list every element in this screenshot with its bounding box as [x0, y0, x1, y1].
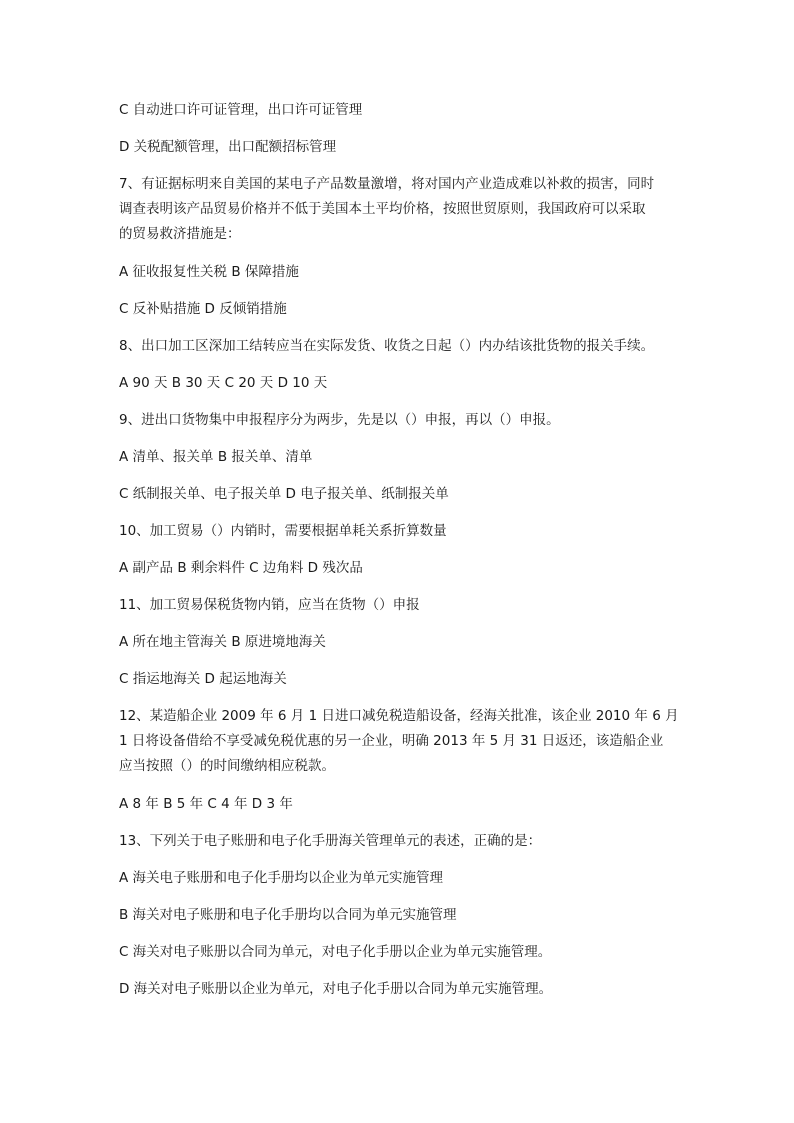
- question-11-options-ab: A 所在地主管海关 B 原进境地海关: [119, 634, 326, 650]
- question-7-line-3: 的贸易救济措施是：: [119, 226, 241, 242]
- question-12-line-1: 12、某造船企业 2009 年 6 月 1 日进口减免税造船设备，经海关批准，该企业 2010 年 6 月: [119, 708, 679, 724]
- question-13: 13、下列关于电子账册和电子化手册海关管理单元的表述，正确的是：: [119, 833, 542, 849]
- question-12-line-3: 应当按照（）的时间缴纳相应税款。: [119, 758, 335, 774]
- question-11: 11、加工贸易保税货物内销，应当在货物（）申报: [119, 597, 420, 613]
- question-12-options: A 8 年 B 5 年 C 4 年 D 3 年: [119, 796, 293, 812]
- question-9-options-cd: C 纸制报关单、电子报关单 D 电子报关单、纸制报关单: [119, 486, 449, 502]
- question-7-line-2: 调查表明该产品贸易价格并不低于美国本土平均价格，按照世贸原则，我国政府可以采取: [119, 201, 646, 217]
- question-8-options: A 90 天 B 30 天 C 20 天 D 10 天: [119, 375, 328, 391]
- question-13-option-d: D 海关对电子账册以企业为单元，对电子化手册以合同为单元实施管理。: [119, 981, 553, 997]
- question-10-options: A 副产品 B 剩余料件 C 边角料 D 残次品: [119, 560, 363, 576]
- question-7-options-ab: A 征收报复性关税 B 保障措施: [119, 264, 299, 280]
- question-7-options-cd: C 反补贴措施 D 反倾销措施: [119, 301, 287, 317]
- question-7: [119, 172, 679, 247]
- question-13-option-a: A 海关电子账册和电子化手册均以企业为单元实施管理: [119, 870, 444, 886]
- question-13-option-b: B 海关对电子账册和电子化手册均以合同为单元实施管理: [119, 907, 457, 923]
- question-9: 9、进出口货物集中申报程序分为两步，先是以（）申报，再以（）申报。: [119, 412, 560, 428]
- question-12-line-2: 1 日将设备借给不享受减免税优惠的另一企业，明确 2013 年 5 月 31 日返还，该造船企业: [119, 733, 664, 749]
- option-c-q6: C 自动进口许可证管理，出口许可证管理: [119, 102, 363, 118]
- question-12: [119, 704, 679, 779]
- question-8: 8、出口加工区深加工结转应当在实际发货、收货之日起（）内办结该批货物的报关手续。: [119, 338, 655, 354]
- question-11-options-cd: C 指运地海关 D 起运地海关: [119, 671, 287, 687]
- document-body: [119, 98, 679, 1014]
- question-10: 10、加工贸易（）内销时，需要根据单耗关系折算数量: [119, 523, 447, 539]
- question-13-option-c: C 海关对电子账册以合同为单元，对电子化手册以企业为单元实施管理。: [119, 944, 552, 960]
- question-7-line-1: 7、有证据标明来自美国的某电子产品数量激增，将对国内产业造成难以补救的损害，同时: [119, 176, 655, 192]
- option-d-q6: D 关税配额管理，出口配额招标管理: [119, 139, 337, 155]
- question-9-options-ab: A 清单、报关单 B 报关单、清单: [119, 449, 313, 465]
